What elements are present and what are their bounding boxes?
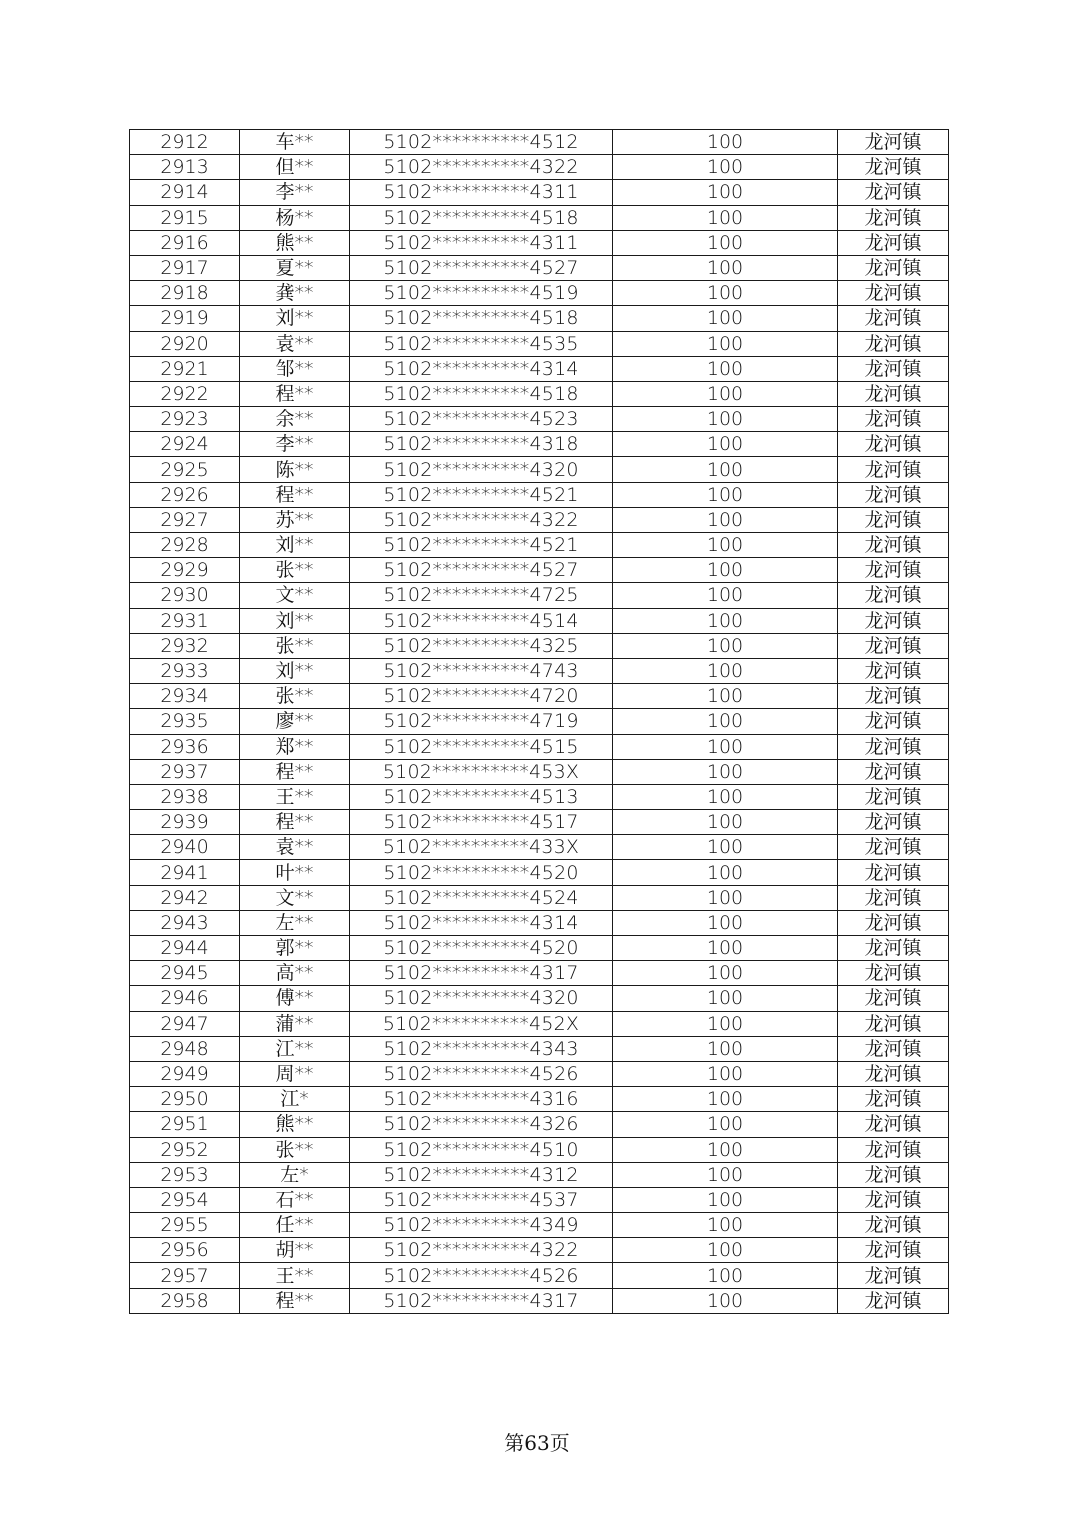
town-cell: 龙河镇 <box>838 734 949 759</box>
town-cell: 龙河镇 <box>838 1238 949 1263</box>
name-cell: 郑** <box>240 734 350 759</box>
amount-cell: 100 <box>613 1238 838 1263</box>
name-cell: 车** <box>240 130 350 155</box>
amount-cell: 100 <box>613 381 838 406</box>
amount-cell: 100 <box>613 658 838 683</box>
table-row <box>130 1061 949 1086</box>
row-number-cell: 2917 <box>130 255 240 280</box>
name-cell: 蒲** <box>240 1011 350 1036</box>
row-number-cell: 2949 <box>130 1061 240 1086</box>
name-cell: 余** <box>240 407 350 432</box>
name-cell: 文** <box>240 583 350 608</box>
row-number-cell: 2951 <box>130 1112 240 1137</box>
amount-cell: 100 <box>613 986 838 1011</box>
table-row <box>130 1238 949 1263</box>
id-number-cell: 5102**********4317 <box>350 1288 613 1313</box>
amount-cell: 100 <box>613 835 838 860</box>
amount-cell: 100 <box>613 482 838 507</box>
town-cell: 龙河镇 <box>838 1061 949 1086</box>
amount-cell: 100 <box>613 608 838 633</box>
row-number-cell: 2936 <box>130 734 240 759</box>
amount-cell: 100 <box>613 1137 838 1162</box>
table-row <box>130 533 949 558</box>
town-cell: 龙河镇 <box>838 180 949 205</box>
name-cell: 程** <box>240 482 350 507</box>
id-number-cell: 5102**********4725 <box>350 583 613 608</box>
table-row <box>130 1263 949 1288</box>
amount-cell: 100 <box>613 230 838 255</box>
town-cell: 龙河镇 <box>838 961 949 986</box>
row-number-cell: 2919 <box>130 306 240 331</box>
town-cell: 龙河镇 <box>838 1112 949 1137</box>
table-row <box>130 558 949 583</box>
id-number-cell: 5102**********4524 <box>350 885 613 910</box>
row-number-cell: 2924 <box>130 432 240 457</box>
name-cell: 程** <box>240 381 350 406</box>
amount-cell: 100 <box>613 533 838 558</box>
id-number-cell: 5102**********4320 <box>350 986 613 1011</box>
row-number-cell: 2944 <box>130 936 240 961</box>
table-row <box>130 1162 949 1187</box>
row-number-cell: 2914 <box>130 180 240 205</box>
table-row <box>130 734 949 759</box>
name-cell: 但** <box>240 155 350 180</box>
town-cell: 龙河镇 <box>838 1263 949 1288</box>
name-cell: 杨** <box>240 205 350 230</box>
table-row <box>130 633 949 658</box>
table-row <box>130 205 949 230</box>
town-cell: 龙河镇 <box>838 407 949 432</box>
table-row <box>130 986 949 1011</box>
table-row <box>130 1137 949 1162</box>
name-cell: 袁** <box>240 331 350 356</box>
town-cell: 龙河镇 <box>838 658 949 683</box>
row-number-cell: 2955 <box>130 1213 240 1238</box>
amount-cell: 100 <box>613 885 838 910</box>
amount-cell: 100 <box>613 558 838 583</box>
id-number-cell: 5102**********4318 <box>350 432 613 457</box>
row-number-cell: 2948 <box>130 1036 240 1061</box>
row-number-cell: 2940 <box>130 835 240 860</box>
id-number-cell: 5102**********4316 <box>350 1087 613 1112</box>
table-row <box>130 1087 949 1112</box>
id-number-cell: 5102**********4514 <box>350 608 613 633</box>
table-row <box>130 255 949 280</box>
table-row <box>130 784 949 809</box>
amount-cell: 100 <box>613 306 838 331</box>
name-cell: 刘** <box>240 306 350 331</box>
name-cell: 左** <box>240 910 350 935</box>
name-cell: 高** <box>240 961 350 986</box>
town-cell: 龙河镇 <box>838 1187 949 1212</box>
row-number-cell: 2942 <box>130 885 240 910</box>
row-number-cell: 2935 <box>130 709 240 734</box>
table-row <box>130 1187 949 1212</box>
town-cell: 龙河镇 <box>838 230 949 255</box>
table-row <box>130 507 949 532</box>
row-number-cell: 2928 <box>130 533 240 558</box>
id-number-cell: 5102**********4515 <box>350 734 613 759</box>
row-number-cell: 2946 <box>130 986 240 1011</box>
name-cell: 刘** <box>240 533 350 558</box>
row-number-cell: 2945 <box>130 961 240 986</box>
row-number-cell: 2941 <box>130 860 240 885</box>
town-cell: 龙河镇 <box>838 986 949 1011</box>
town-cell: 龙河镇 <box>838 205 949 230</box>
id-number-cell: 5102**********4314 <box>350 356 613 381</box>
row-number-cell: 2929 <box>130 558 240 583</box>
name-cell: 邹** <box>240 356 350 381</box>
table-row <box>130 155 949 180</box>
name-cell: 李** <box>240 180 350 205</box>
table-row <box>130 1288 949 1313</box>
name-cell: 张** <box>240 1137 350 1162</box>
name-cell: 李** <box>240 432 350 457</box>
name-cell: 刘** <box>240 608 350 633</box>
row-number-cell: 2930 <box>130 583 240 608</box>
id-number-cell: 5102**********433X <box>350 835 613 860</box>
town-cell: 龙河镇 <box>838 1087 949 1112</box>
amount-cell: 100 <box>613 507 838 532</box>
amount-cell: 100 <box>613 633 838 658</box>
id-number-cell: 5102**********4527 <box>350 255 613 280</box>
amount-cell: 100 <box>613 583 838 608</box>
id-number-cell: 5102**********4314 <box>350 910 613 935</box>
town-cell: 龙河镇 <box>838 608 949 633</box>
id-number-cell: 5102**********4518 <box>350 205 613 230</box>
name-cell: 石** <box>240 1187 350 1212</box>
table-row <box>130 583 949 608</box>
name-cell: 刘** <box>240 658 350 683</box>
id-number-cell: 5102**********4535 <box>350 331 613 356</box>
row-number-cell: 2933 <box>130 658 240 683</box>
town-cell: 龙河镇 <box>838 1137 949 1162</box>
amount-cell: 100 <box>613 961 838 986</box>
table-row <box>130 457 949 482</box>
id-number-cell: 5102**********4527 <box>350 558 613 583</box>
amount-cell: 100 <box>613 810 838 835</box>
table-row <box>130 910 949 935</box>
amount-cell: 100 <box>613 457 838 482</box>
name-cell: 陈** <box>240 457 350 482</box>
name-cell: 张** <box>240 558 350 583</box>
row-number-cell: 2927 <box>130 507 240 532</box>
id-number-cell: 5102**********4322 <box>350 1238 613 1263</box>
town-cell: 龙河镇 <box>838 255 949 280</box>
name-cell: 龚** <box>240 281 350 306</box>
town-cell: 龙河镇 <box>838 1036 949 1061</box>
table-row <box>130 885 949 910</box>
table-row <box>130 810 949 835</box>
id-number-cell: 5102**********4518 <box>350 381 613 406</box>
id-number-cell: 5102**********4523 <box>350 407 613 432</box>
name-cell: 周** <box>240 1061 350 1086</box>
row-number-cell: 2953 <box>130 1162 240 1187</box>
amount-cell: 100 <box>613 910 838 935</box>
row-number-cell: 2920 <box>130 331 240 356</box>
table-row <box>130 381 949 406</box>
name-cell: 文** <box>240 885 350 910</box>
page-number: 第63页 <box>504 1431 570 1455</box>
amount-cell: 100 <box>613 281 838 306</box>
amount-cell: 100 <box>613 155 838 180</box>
town-cell: 龙河镇 <box>838 810 949 835</box>
id-number-cell: 5102**********4322 <box>350 507 613 532</box>
table-row <box>130 1011 949 1036</box>
row-number-cell: 2931 <box>130 608 240 633</box>
name-cell: 廖** <box>240 709 350 734</box>
row-number-cell: 2956 <box>130 1238 240 1263</box>
id-number-cell: 5102**********4521 <box>350 482 613 507</box>
row-number-cell: 2912 <box>130 130 240 155</box>
name-cell: 王** <box>240 784 350 809</box>
town-cell: 龙河镇 <box>838 507 949 532</box>
table-row <box>130 306 949 331</box>
amount-cell: 100 <box>613 331 838 356</box>
town-cell: 龙河镇 <box>838 759 949 784</box>
row-number-cell: 2937 <box>130 759 240 784</box>
name-cell: 王** <box>240 1263 350 1288</box>
table-row <box>130 860 949 885</box>
town-cell: 龙河镇 <box>838 860 949 885</box>
row-number-cell: 2954 <box>130 1187 240 1212</box>
id-number-cell: 5102**********452X <box>350 1011 613 1036</box>
town-cell: 龙河镇 <box>838 432 949 457</box>
row-number-cell: 2952 <box>130 1137 240 1162</box>
name-cell: 程** <box>240 1288 350 1313</box>
town-cell: 龙河镇 <box>838 633 949 658</box>
name-cell: 傅** <box>240 986 350 1011</box>
id-number-cell: 5102**********4512 <box>350 130 613 155</box>
town-cell: 龙河镇 <box>838 1213 949 1238</box>
town-cell: 龙河镇 <box>838 306 949 331</box>
table-row <box>130 658 949 683</box>
name-cell: 袁** <box>240 835 350 860</box>
id-number-cell: 5102**********4343 <box>350 1036 613 1061</box>
table-row <box>130 835 949 860</box>
table-row <box>130 407 949 432</box>
amount-cell: 100 <box>613 1213 838 1238</box>
roster-table <box>129 129 949 1314</box>
town-cell: 龙河镇 <box>838 331 949 356</box>
id-number-cell: 5102**********4312 <box>350 1162 613 1187</box>
amount-cell: 100 <box>613 784 838 809</box>
id-number-cell: 5102**********4720 <box>350 684 613 709</box>
amount-cell: 100 <box>613 1087 838 1112</box>
amount-cell: 100 <box>613 1162 838 1187</box>
amount-cell: 100 <box>613 1061 838 1086</box>
row-number-cell: 2943 <box>130 910 240 935</box>
name-cell: 张** <box>240 684 350 709</box>
town-cell: 龙河镇 <box>838 835 949 860</box>
amount-cell: 100 <box>613 407 838 432</box>
id-number-cell: 5102**********4518 <box>350 306 613 331</box>
id-number-cell: 5102**********4520 <box>350 860 613 885</box>
row-number-cell: 2926 <box>130 482 240 507</box>
name-cell: 江* <box>240 1087 350 1112</box>
id-number-cell: 5102**********4519 <box>350 281 613 306</box>
table-row <box>130 608 949 633</box>
name-cell: 任** <box>240 1213 350 1238</box>
town-cell: 龙河镇 <box>838 885 949 910</box>
row-number-cell: 2950 <box>130 1087 240 1112</box>
town-cell: 龙河镇 <box>838 281 949 306</box>
amount-cell: 100 <box>613 432 838 457</box>
id-number-cell: 5102**********4513 <box>350 784 613 809</box>
id-number-cell: 5102**********4320 <box>350 457 613 482</box>
row-number-cell: 2932 <box>130 633 240 658</box>
row-number-cell: 2957 <box>130 1263 240 1288</box>
table-row <box>130 432 949 457</box>
row-number-cell: 2913 <box>130 155 240 180</box>
table-row <box>130 936 949 961</box>
name-cell: 夏** <box>240 255 350 280</box>
town-cell: 龙河镇 <box>838 709 949 734</box>
row-number-cell: 2922 <box>130 381 240 406</box>
amount-cell: 100 <box>613 1187 838 1212</box>
table-row <box>130 356 949 381</box>
name-cell: 张** <box>240 633 350 658</box>
row-number-cell: 2925 <box>130 457 240 482</box>
id-number-cell: 5102**********4526 <box>350 1263 613 1288</box>
amount-cell: 100 <box>613 205 838 230</box>
id-number-cell: 5102**********4317 <box>350 961 613 986</box>
row-number-cell: 2934 <box>130 684 240 709</box>
name-cell: 熊** <box>240 230 350 255</box>
id-number-cell: 5102**********4311 <box>350 230 613 255</box>
table-row <box>130 1112 949 1137</box>
amount-cell: 100 <box>613 130 838 155</box>
town-cell: 龙河镇 <box>838 130 949 155</box>
table-row <box>130 759 949 784</box>
table-row <box>130 281 949 306</box>
table-row <box>130 709 949 734</box>
town-cell: 龙河镇 <box>838 684 949 709</box>
id-number-cell: 5102**********4719 <box>350 709 613 734</box>
roster-table-body <box>130 130 949 1314</box>
row-number-cell: 2938 <box>130 784 240 809</box>
amount-cell: 100 <box>613 1011 838 1036</box>
id-number-cell: 5102**********4743 <box>350 658 613 683</box>
table-row <box>130 230 949 255</box>
name-cell: 程** <box>240 759 350 784</box>
row-number-cell: 2923 <box>130 407 240 432</box>
row-number-cell: 2947 <box>130 1011 240 1036</box>
town-cell: 龙河镇 <box>838 1011 949 1036</box>
table-row <box>130 130 949 155</box>
id-number-cell: 5102**********4537 <box>350 1187 613 1212</box>
id-number-cell: 5102**********4325 <box>350 633 613 658</box>
table-row <box>130 1213 949 1238</box>
town-cell: 龙河镇 <box>838 457 949 482</box>
town-cell: 龙河镇 <box>838 583 949 608</box>
id-number-cell: 5102**********4510 <box>350 1137 613 1162</box>
town-cell: 龙河镇 <box>838 784 949 809</box>
name-cell: 熊** <box>240 1112 350 1137</box>
id-number-cell: 5102**********4349 <box>350 1213 613 1238</box>
row-number-cell: 2918 <box>130 281 240 306</box>
id-number-cell: 5102**********4322 <box>350 155 613 180</box>
amount-cell: 100 <box>613 1112 838 1137</box>
amount-cell: 100 <box>613 180 838 205</box>
town-cell: 龙河镇 <box>838 533 949 558</box>
id-number-cell: 5102**********4311 <box>350 180 613 205</box>
amount-cell: 100 <box>613 936 838 961</box>
amount-cell: 100 <box>613 860 838 885</box>
amount-cell: 100 <box>613 734 838 759</box>
town-cell: 龙河镇 <box>838 936 949 961</box>
town-cell: 龙河镇 <box>838 356 949 381</box>
id-number-cell: 5102**********4521 <box>350 533 613 558</box>
row-number-cell: 2916 <box>130 230 240 255</box>
amount-cell: 100 <box>613 1263 838 1288</box>
amount-cell: 100 <box>613 684 838 709</box>
row-number-cell: 2958 <box>130 1288 240 1313</box>
table-row <box>130 1036 949 1061</box>
town-cell: 龙河镇 <box>838 558 949 583</box>
town-cell: 龙河镇 <box>838 381 949 406</box>
name-cell: 胡** <box>240 1238 350 1263</box>
id-number-cell: 5102**********4526 <box>350 1061 613 1086</box>
row-number-cell: 2939 <box>130 810 240 835</box>
row-number-cell: 2921 <box>130 356 240 381</box>
id-number-cell: 5102**********4520 <box>350 936 613 961</box>
name-cell: 程** <box>240 810 350 835</box>
id-number-cell: 5102**********4517 <box>350 810 613 835</box>
name-cell: 江** <box>240 1036 350 1061</box>
row-number-cell: 2915 <box>130 205 240 230</box>
name-cell: 叶** <box>240 860 350 885</box>
table-row <box>130 684 949 709</box>
id-number-cell: 5102**********4326 <box>350 1112 613 1137</box>
amount-cell: 100 <box>613 759 838 784</box>
amount-cell: 100 <box>613 356 838 381</box>
town-cell: 龙河镇 <box>838 1288 949 1313</box>
town-cell: 龙河镇 <box>838 1162 949 1187</box>
name-cell: 左* <box>240 1162 350 1187</box>
table-row <box>130 482 949 507</box>
amount-cell: 100 <box>613 1288 838 1313</box>
amount-cell: 100 <box>613 255 838 280</box>
town-cell: 龙河镇 <box>838 482 949 507</box>
name-cell: 郭** <box>240 936 350 961</box>
town-cell: 龙河镇 <box>838 910 949 935</box>
town-cell: 龙河镇 <box>838 155 949 180</box>
table-row <box>130 180 949 205</box>
table-row <box>130 331 949 356</box>
name-cell: 苏** <box>240 507 350 532</box>
table-row <box>130 961 949 986</box>
id-number-cell: 5102**********453X <box>350 759 613 784</box>
amount-cell: 100 <box>613 1036 838 1061</box>
amount-cell: 100 <box>613 709 838 734</box>
